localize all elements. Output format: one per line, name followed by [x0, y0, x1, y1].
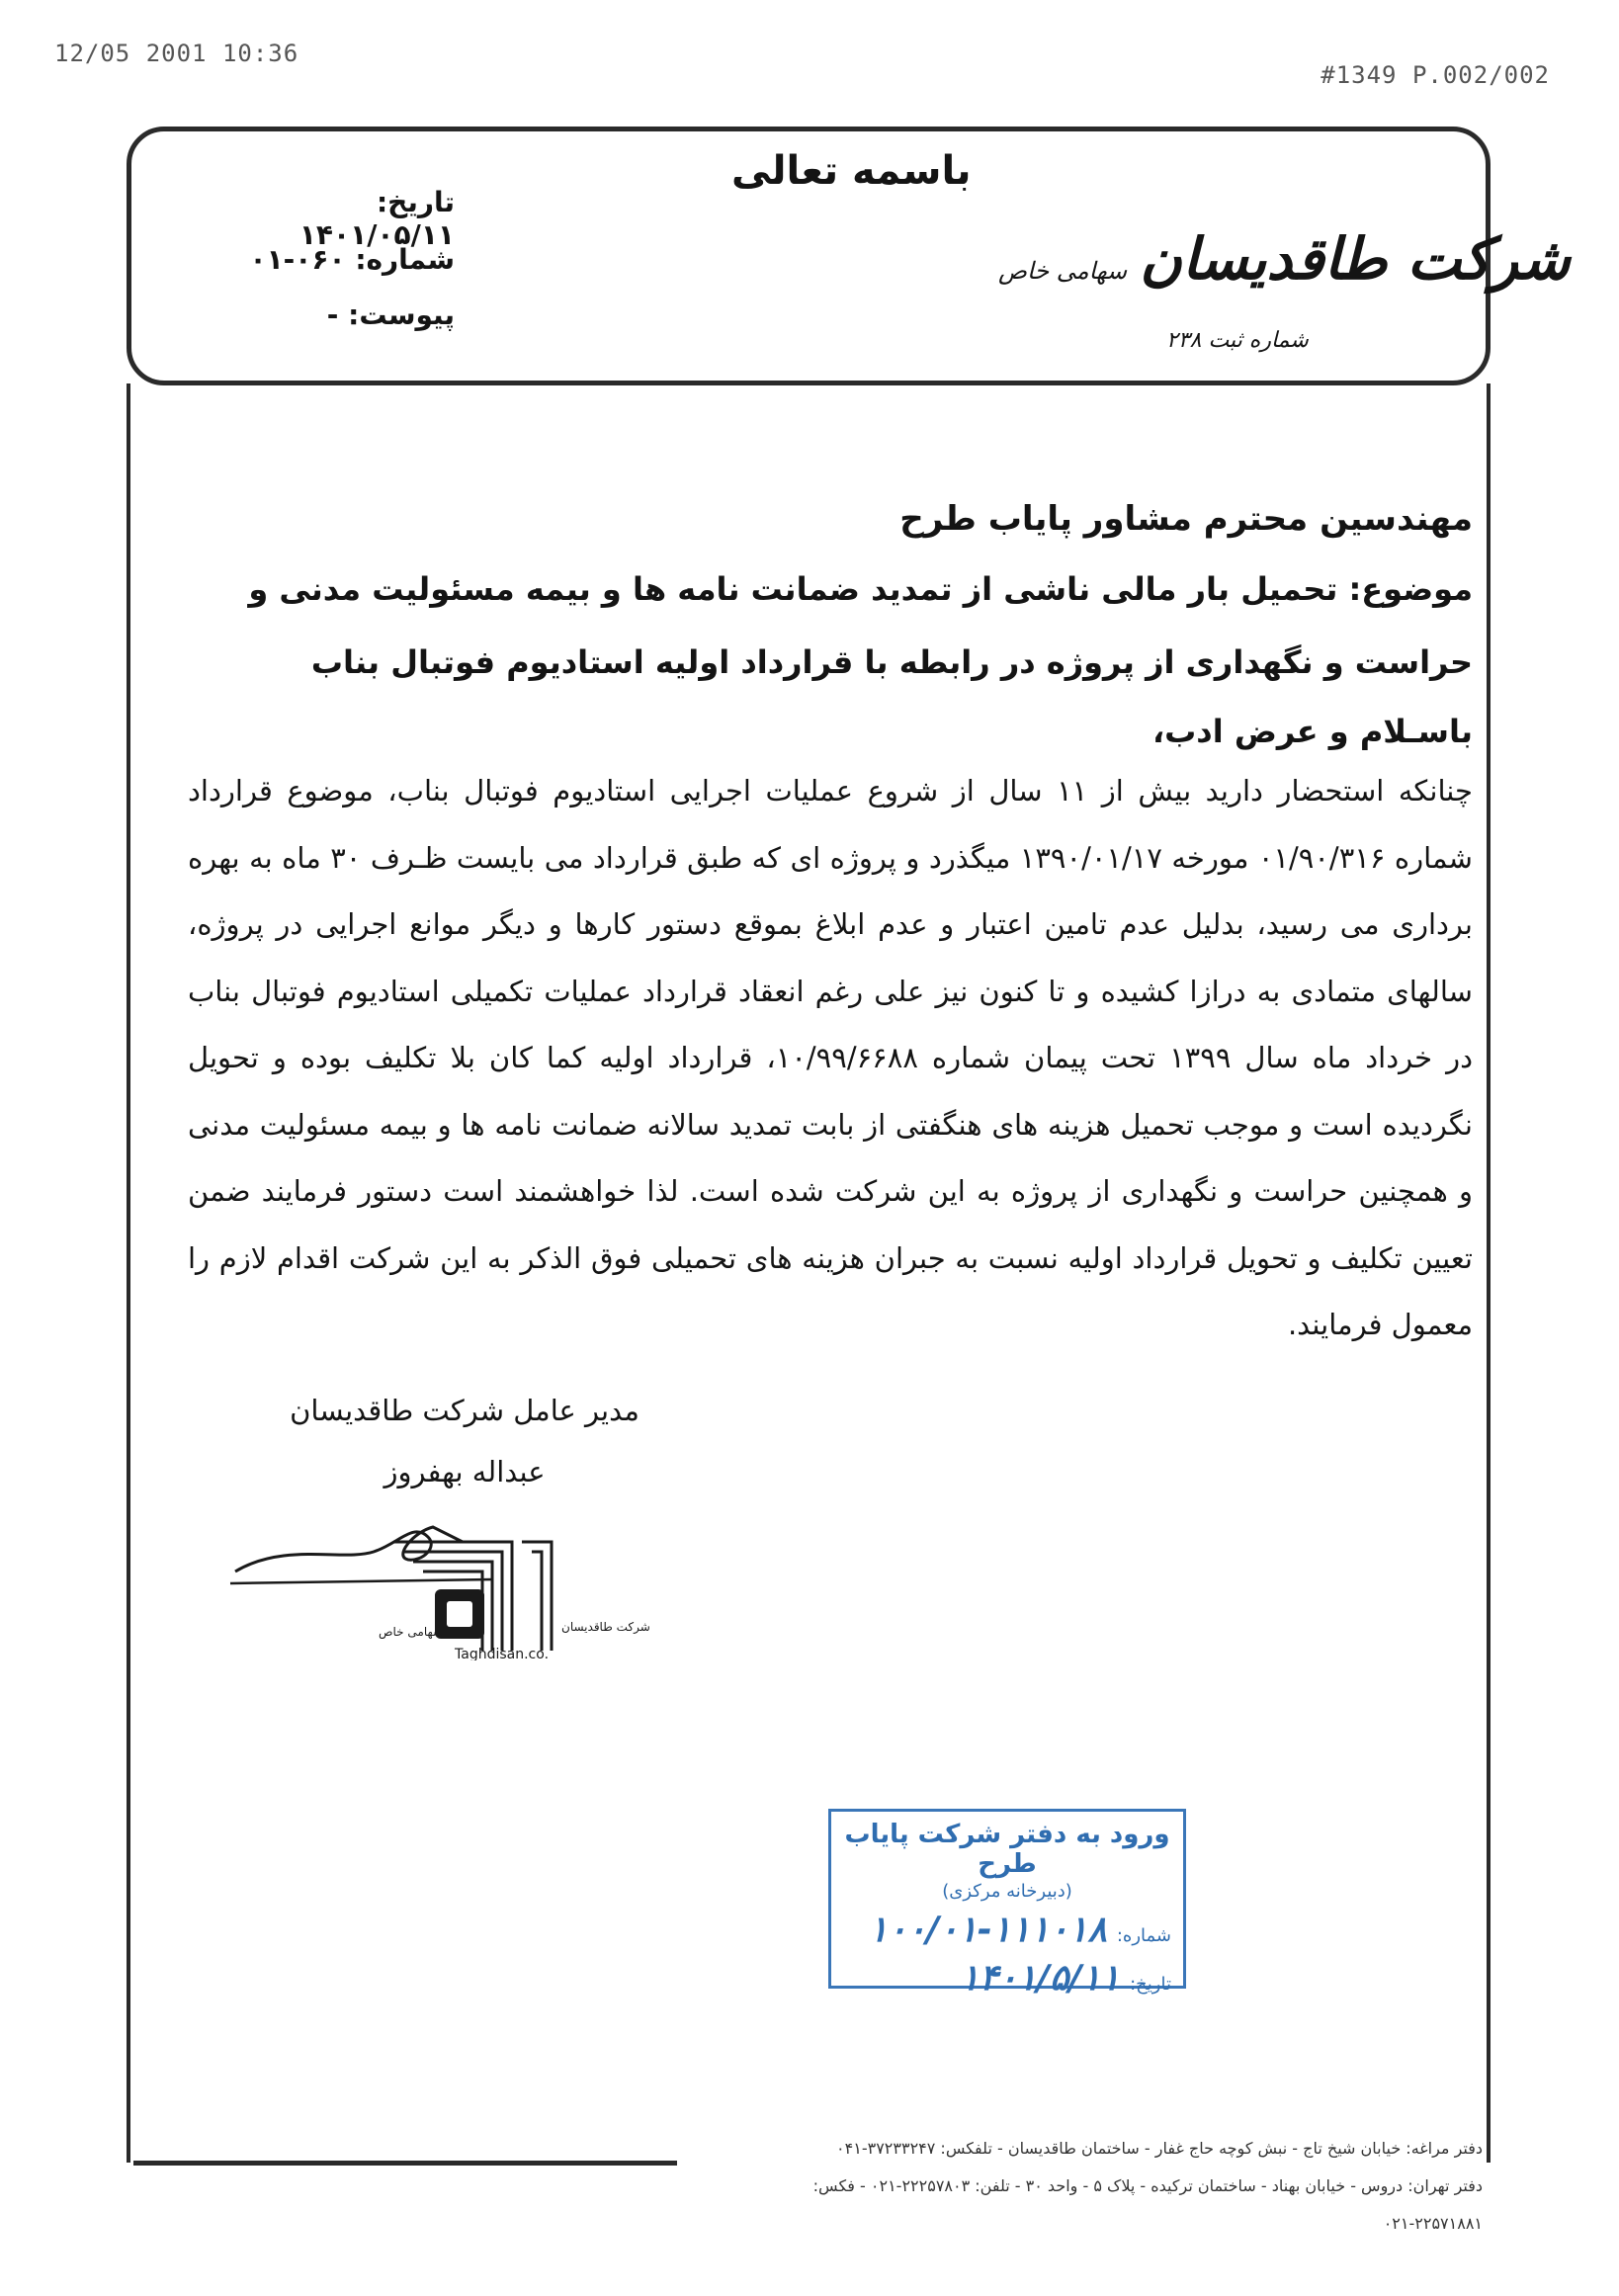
fax-page-ref: #1349 P.002/002 [1321, 61, 1550, 89]
company-type: سهامی خاص [998, 257, 1128, 285]
company-name: شرکت طاقدیسان [1140, 225, 1571, 293]
footer-addresses [781, 2130, 1483, 2243]
receipt-title: ورود به دفتر شرکت پایاب طرح [844, 1820, 1170, 1879]
receipt-subtitle: (دبیرخانه مرکزی) [942, 1881, 1072, 1902]
receipt-date-value: ۱۴۰۱/۵/۱۱ [960, 1958, 1121, 1998]
company-logotype [998, 225, 1571, 293]
registration-number: شماره ثبت ۲۳۸ [1166, 328, 1309, 353]
greeting: باسـلام و عرض ادب، [1151, 713, 1473, 750]
fax-timestamp: 12/05 2001 10:36 [54, 40, 299, 67]
footer-rule [133, 2161, 677, 2166]
seal-company-type: سهامی خاص [379, 1625, 444, 1639]
company-seal-icon [225, 1502, 660, 1660]
seal-company-name: شرکت طاقدیسان [561, 1620, 650, 1634]
recipient: مهندسین محترم مشاور پایاب طرح [899, 499, 1473, 539]
signatory-name: عبداله بهفروز [383, 1455, 546, 1488]
footer-address-maragheh: دفتر مراغه: خیابان شیخ تاج - نبش کوچه حاج غفار - ساختمان طاقدیسان - تلفکس: ۳۷۲۳۳۲۴۷-۰۴۱ [836, 2139, 1483, 2158]
receipt-date-row [843, 1958, 1171, 1998]
letter-content [188, 499, 1473, 1359]
letter-date: تاریخ: ۱۴۰۱/۰۵/۱۱ [298, 186, 455, 251]
signatory-title: مدیر عامل شرکت طاقدیسان [290, 1394, 639, 1427]
bismillah: باسمه تعالی [731, 148, 972, 194]
letter-attachment: پیوست: - [326, 298, 455, 331]
letter-number: شماره: ۰۶۰-۰۱ [249, 243, 455, 276]
seal-latin-name: Taghdisan.co. [455, 1647, 550, 1660]
body-paragraph: چنانکه استحضار دارید بیش از ۱۱ سال از شروع عملیات اجرایی استادیوم فوتبال بناب، موضوع قرارداد شماره ۰۱/۹۰/۳۱۶ مورخه ۱۳۹۰/۰۱/۱۷ میگذرد و پروژه ای که طبق قرارداد می بایست ظـرف ۳۰ ماه به بهره برداری می رسید، بدلیل عدم تامین اعتبار و عدم ابلاغ بموقع دستور کارها و دیگر موانع اجرایی در پروژه، سالهای متمادی به درازا کشیده و تا کنون نیز علی رغم انعقاد قرارداد عملیات تکمیلی استادیوم فوتبال بناب در خرداد ماه سال ۱۳۹۹ تحت پیمان شماره ۱۰/۹۹/۶۶۸۸، قرارداد اولیه کما کان بلا تکلیف بوده و تحویل نگردیده است و موجب تحمیل هزینه های هنگفتی از بابت تمدید سالانه ضمانت نامه ها و بیمه مسئولیت مدنی و همچنین حراست و نگهداری از پروژه به این شرکت شده است. لذا خواهشمند است دستور فرمایند ضمن تعیین تکلیف و تحویل قرارداد اولیه نسبت به جبران هزینه های تحمیلی فوق الذکر به این شرکت اقدام لازم را معمول فرمایند. [188, 774, 1474, 1341]
receipt-number-row [843, 1910, 1171, 1950]
receipt-stamp [828, 1809, 1186, 1998]
subject: موضوع: تحمیل بار مالی ناشی از تمدید ضمانت نامه ها و بیمه مسئولیت مدنی و حراست و نگهداری از پروژه در رابطه با قرارداد اولیه استادیوم فوتبال بناب [248, 570, 1473, 681]
signature-block [267, 1394, 662, 1488]
receipt-number-label: شماره: [1116, 1925, 1171, 1946]
footer-address-tehran: دفتر تهران: دروس - خیابان بهناد - ساختمان ترکیده - پلاک ۵ - واحد ۳۰ - تلفن: ۲۲۲۵۷۸۰۳-۰۲۱ - فکس: ۲۲۵۷۱۸۸۱-۰۲۱ [812, 2176, 1483, 2233]
receipt-number-value: ۱۰۰/۰۱-۱۱۱۰۱۸ [869, 1910, 1107, 1950]
receipt-date-label: تاریخ: [1130, 1974, 1171, 1995]
